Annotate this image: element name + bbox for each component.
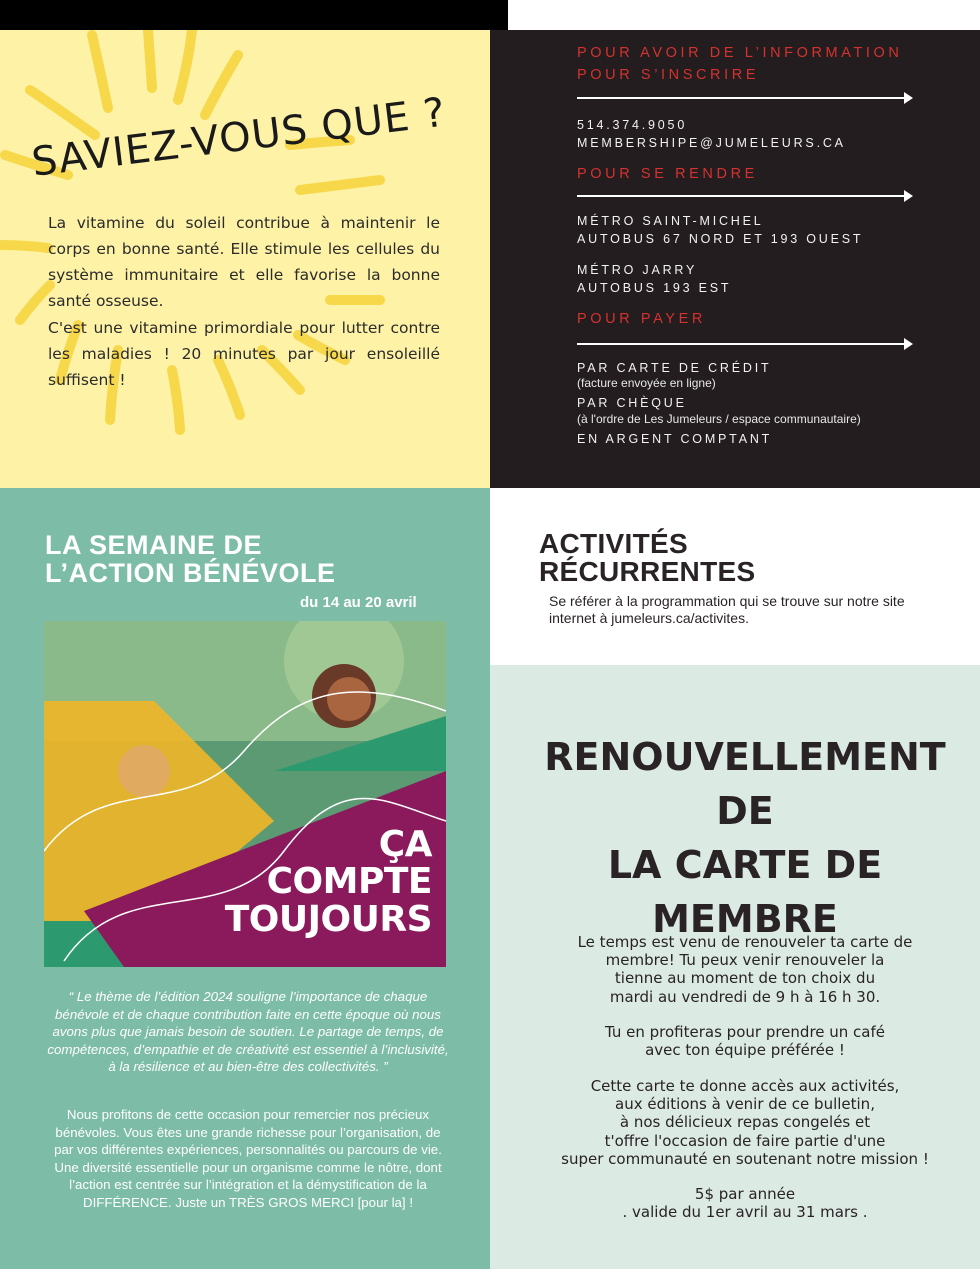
arrow-divider bbox=[577, 195, 911, 197]
activities-title-line1: ACTIVITÉS bbox=[539, 528, 688, 559]
info-heading-line2: POUR S’INSCRIRE bbox=[577, 67, 760, 83]
renewal-p2-line1: Tu en profiteras pour prendre un café bbox=[604, 1023, 886, 1041]
renewal-title bbox=[510, 730, 980, 946]
renewal-p3-line2: aux éditions à venir de ce bulletin, bbox=[615, 1095, 875, 1114]
renewal-p1-line3: tienne au moment de ton choix du bbox=[614, 969, 876, 988]
volunteer-week-dates: du 14 au 20 avril bbox=[300, 594, 417, 611]
renewal-p3-line3: à nos délicieux repas congelés et bbox=[619, 1113, 871, 1132]
pay-credit-card: PAR CARTE DE CRÉDIT bbox=[577, 361, 772, 375]
renewal-p2-line2: avec ton équipe préférée ! bbox=[645, 1041, 845, 1060]
renewal-paragraph-2 bbox=[540, 1023, 950, 1059]
renewal-title-line2: LA CARTE DE bbox=[607, 843, 883, 887]
arrow-divider bbox=[577, 97, 911, 99]
volunteer-week-title bbox=[45, 531, 336, 587]
poster-text-line1: ÇA bbox=[378, 824, 432, 865]
recurring-activities-panel bbox=[490, 488, 980, 665]
vitamin-paragraph-2: C'est une vitamine primordiale pour lutter contre les maladies ! 20 minutes par jour ensoleillé suffisent ! bbox=[48, 319, 440, 389]
route2-metro: MÉTRO JARRY bbox=[577, 263, 698, 277]
route1-bus: AUTOBUS 67 NORD ET 193 OUEST bbox=[577, 232, 864, 246]
volunteer-week-panel bbox=[0, 488, 490, 1269]
renewal-p1-line4: mardi au vendredi de 9 h à 16 h 30. bbox=[609, 987, 881, 1006]
renewal-p3-line4: t'offre l'occasion de faire partie d'une bbox=[604, 1131, 886, 1150]
renewal-p3-line5: super communauté en soutenant notre mission ! bbox=[561, 1149, 929, 1168]
contact-info-panel bbox=[490, 30, 980, 488]
renewal-title-line1: RENOUVELLEMENT DE bbox=[544, 735, 946, 833]
renewal-p1-line2: membre! Tu peux venir renouveler la bbox=[605, 951, 885, 970]
renewal-title-line3: MEMBRE bbox=[652, 897, 838, 941]
activities-title bbox=[539, 530, 755, 586]
renewal-paragraph-3 bbox=[540, 1077, 950, 1168]
renewal-p3-line1: Cette carte te donne accès aux activités, bbox=[590, 1077, 900, 1095]
volunteer-quote: “ Le thème de l’édition 2024 souligne l’importance de chaque bénévole et de chaque contribution faite en cette époque où nous avons plus que jamais besoin de soutien. Le partage de temps, de compétences, d’empathie et de créativité est essentiel à l’inclusivité, à la résilience et au bien-être des collectivités. ” bbox=[47, 989, 449, 1074]
volunteer-poster-image bbox=[44, 621, 446, 967]
vitamin-paragraph-1: La vitamine du soleil contribue à maintenir le corps en bonne santé. Elle stimule les cellules du système immunitaire et elle favorise la bonne santé osseuse. bbox=[48, 214, 440, 310]
top-black-bar bbox=[0, 0, 508, 30]
poster-text-line3: TOUJOURS bbox=[224, 899, 432, 940]
pay-credit-card-note: (facture envoyée en ligne) bbox=[577, 376, 716, 390]
phone-number[interactable]: 514.374.9050 bbox=[577, 118, 688, 132]
info-heading-line1: POUR AVOIR DE L’INFORMATION bbox=[577, 45, 903, 61]
membership-renewal-panel bbox=[490, 665, 980, 1269]
pay-heading: POUR PAYER bbox=[577, 311, 706, 327]
volunteer-thanks-text: Nous profitons de cette occasion pour remercier nos précieux bénévoles. Vous êtes une grande richesse pour l’organisation, de par vos différentes expériences, personnalités ou parcours de vie. Une diversité essentielle pour un organisme comme le nôtre, dont l’action est centrée sur l’intégration et la démystification de la DIFFÉRENCE. Juste un TRÈS GROS MERCI [pour la] ! bbox=[54, 1107, 442, 1210]
did-you-know-panel bbox=[0, 30, 490, 488]
route-heading: POUR SE RENDRE bbox=[577, 166, 758, 182]
did-you-know-title: SAVIEZ-VOUS QUE ? bbox=[29, 89, 449, 186]
renewal-validity: . valide du 1er avril au 31 mars . bbox=[622, 1203, 868, 1222]
pay-cheque: PAR CHÈQUE bbox=[577, 396, 687, 410]
renewal-paragraph-1 bbox=[540, 933, 950, 1006]
pay-cheque-note: (à l'ordre de Les Jumeleurs / espace communautaire) bbox=[577, 412, 861, 426]
pay-cash: EN ARGENT COMPTANT bbox=[577, 432, 773, 446]
renewal-p1-line1: Le temps est venu de renouveler ta carte de bbox=[577, 933, 913, 951]
renewal-price: 5$ par année bbox=[694, 1185, 796, 1203]
route1-metro: MÉTRO SAINT-MICHEL bbox=[577, 214, 764, 228]
volunteer-title-line1: LA SEMAINE DE bbox=[45, 530, 263, 560]
route2-bus: AUTOBUS 193 EST bbox=[577, 281, 732, 295]
renewal-price-block bbox=[540, 1185, 950, 1221]
activities-title-line2: RÉCURRENTES bbox=[539, 556, 756, 587]
arrow-divider bbox=[577, 343, 911, 345]
activities-text: Se référer à la programmation qui se trouve sur notre site internet à jumeleurs.ca/activites. bbox=[549, 593, 905, 626]
volunteer-title-line2: L’ACTION BÉNÉVOLE bbox=[45, 558, 336, 588]
poster-text-line2: COMPTE bbox=[266, 861, 432, 902]
email-address[interactable]: MEMBERSHIPE@JUMELEURS.CA bbox=[577, 136, 846, 150]
